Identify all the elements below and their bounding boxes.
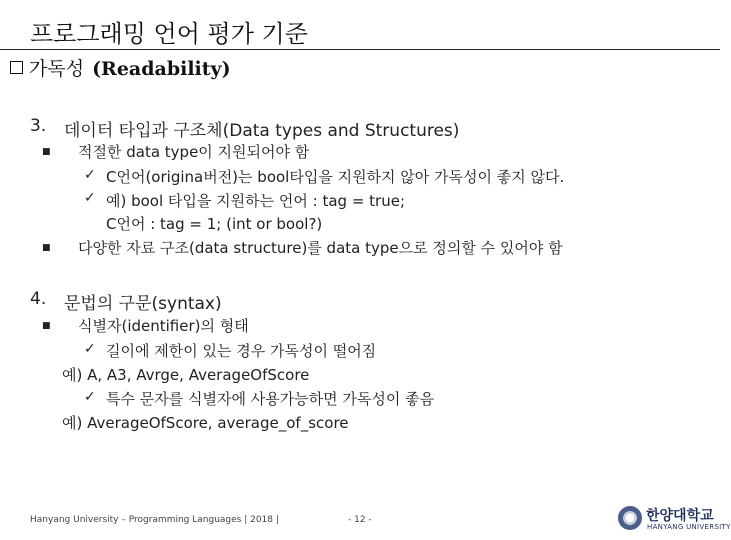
- page-title: 프로그래밍 언어 평가 기준: [30, 20, 308, 48]
- checkbox-icon: [10, 61, 23, 74]
- section-3-heading: 데이터 타입과 구조체(Data types and Structures): [64, 121, 460, 141]
- check-icon: ✓: [84, 167, 96, 183]
- section-4-check-1: 길이에 제한이 있는 경우 가독성이 떨어짐: [106, 342, 377, 360]
- section-3-bullet-2: 다양한 자료 구조(data structure)를 data type으로 정의할 수 있어야 함: [78, 239, 563, 257]
- subtitle-korean: 가독성: [29, 58, 85, 80]
- section-3-check-2-continued: C언어 : tag = 1; (int or bool?): [106, 215, 323, 233]
- university-logo-text: 한양대학교: [646, 508, 714, 524]
- footer-course-label: Hanyang University – Programming Languages | 2018 |: [30, 515, 279, 525]
- square-bullet-icon: ■: [42, 243, 51, 253]
- subtitle: [10, 54, 231, 81]
- square-bullet-icon: ■: [42, 321, 51, 331]
- section-3-bullet-1: 적절한 data type이 지원되어야 함: [78, 143, 310, 161]
- section-3-check-1: C언어(origina버전)는 bool타입을 지원하지 않아 가독성이 좋지 않다.: [106, 168, 565, 186]
- section-4-check-2: 특수 문자를 식별자에 사용가능하면 가독성이 좋음: [106, 390, 435, 408]
- title-divider: [0, 49, 720, 50]
- check-icon: ✓: [84, 190, 96, 206]
- section-4-heading: 문법의 구문(syntax): [64, 294, 222, 314]
- section-4-number: 4.: [30, 289, 47, 309]
- section-4-bullet-1: 식별자(identifier)의 형태: [78, 317, 249, 335]
- university-logo-subtext: HANYANG UNIVERSITY: [647, 523, 731, 531]
- subtitle-english: (Readability): [92, 58, 231, 80]
- university-seal-icon: [618, 506, 642, 530]
- section-4-example-2: 예) AverageOfScore, average_of_score: [62, 414, 349, 432]
- page-number: - 12 -: [348, 515, 372, 525]
- check-icon: ✓: [84, 341, 96, 357]
- square-bullet-icon: ■: [42, 147, 51, 157]
- check-icon: ✓: [84, 389, 96, 405]
- section-3-check-2: 예) bool 타입을 지원하는 언어 : tag = true;: [106, 192, 405, 210]
- section-4-example-1: 예) A, A3, Avrge, AverageOfScore: [62, 366, 310, 384]
- section-3-number: 3.: [30, 116, 47, 136]
